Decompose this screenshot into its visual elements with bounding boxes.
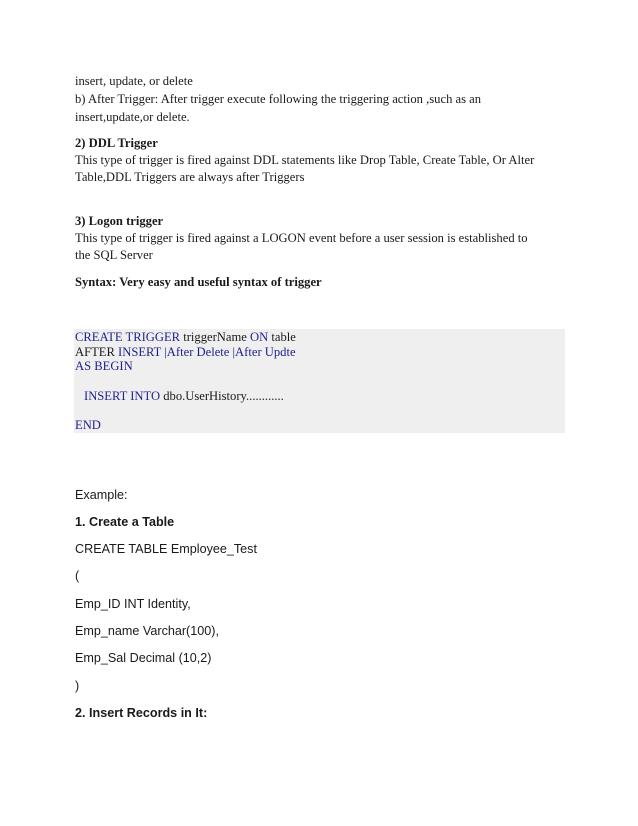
sql-line: Emp_ID INT Identity,	[75, 597, 191, 611]
code-line	[75, 417, 101, 433]
code-keyword: INSERT |After Delete |After Updte	[118, 345, 296, 359]
code-keyword: ON	[250, 330, 269, 344]
syntax-heading: Syntax: Very easy and useful syntax of trigger	[75, 275, 322, 289]
sql-line: )	[75, 679, 80, 693]
code-line	[84, 388, 284, 404]
code-keyword: CREATE TRIGGER	[75, 330, 181, 344]
sql-line: CREATE TABLE Employee_Test	[75, 542, 257, 556]
section-heading-ddl-trigger: 2) DDL Trigger	[75, 136, 158, 150]
sql-line: Emp_Sal Decimal (10,2)	[75, 651, 212, 665]
code-line	[75, 329, 296, 345]
step-heading-create-table: 1. Create a Table	[75, 515, 175, 529]
code-line	[75, 358, 133, 374]
code-keyword: END	[75, 418, 101, 432]
step-heading-insert-records: 2. Insert Records in It:	[75, 706, 208, 720]
example-label: Example:	[75, 488, 128, 502]
sql-line: (	[75, 569, 80, 583]
section-heading-logon-trigger: 3) Logon trigger	[75, 214, 164, 228]
paragraph-line: insert,update,or delete.	[75, 110, 190, 124]
code-text: dbo.UserHistory............	[160, 389, 284, 403]
code-keyword: INSERT INTO	[84, 389, 161, 403]
paragraph-line: Table,DDL Triggers are always after Triggers	[75, 170, 305, 184]
sql-line: Emp_name Varchar(100),	[75, 624, 219, 638]
paragraph-line: This type of trigger is fired against a LOGON event before a user session is established to	[75, 231, 528, 245]
code-text: triggerName	[180, 330, 251, 344]
code-keyword: AS BEGIN	[75, 359, 133, 373]
paragraph-line: This type of trigger is fired against DDL statements like Drop Table, Create Table, Or Alter	[75, 153, 535, 167]
paragraph-line: b) After Trigger: After trigger execute following the triggering action ,such as an	[75, 92, 482, 106]
paragraph-line: insert, update, or delete	[75, 74, 193, 88]
code-text: table	[268, 330, 296, 344]
code-text: AFTER	[75, 345, 119, 359]
paragraph-line: the SQL Server	[75, 248, 153, 262]
